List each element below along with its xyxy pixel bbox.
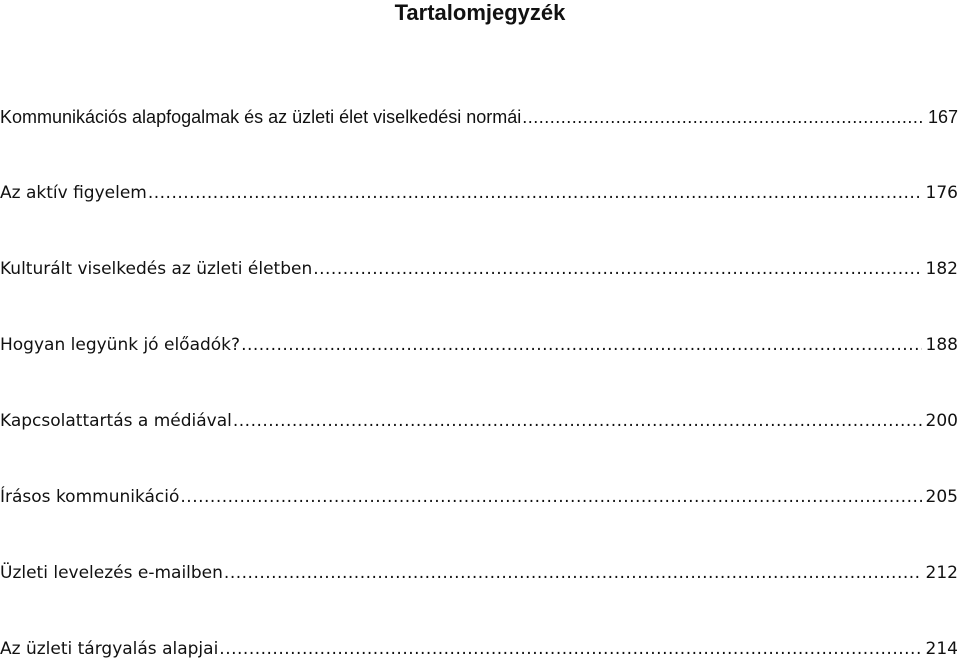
toc-entry-page: 188	[925, 335, 958, 355]
toc-entry[interactable]	[0, 562, 958, 638]
dot-leader	[219, 638, 921, 660]
dot-leader	[233, 410, 922, 432]
toc-entry[interactable]	[0, 334, 958, 410]
toc-entry-label: Hogyan legyünk jó előadók?	[0, 335, 241, 355]
dot-leader	[313, 258, 921, 280]
toc-entry[interactable]	[0, 258, 958, 334]
toc-entry[interactable]	[0, 638, 958, 661]
dot-leader	[522, 106, 924, 128]
toc-entry-label: Kulturált viselkedés az üzleti életben	[0, 259, 313, 279]
dot-leader	[224, 562, 922, 584]
toc-entry-label: Írásos kommunikáció	[0, 487, 180, 507]
toc-entry-label: Kapcsolattartás a médiával	[0, 411, 232, 431]
toc-entry[interactable]	[0, 486, 958, 562]
toc-entry-label: Az aktív figyelem	[0, 183, 147, 203]
table-of-contents	[0, 106, 958, 661]
toc-entry-label: Kommunikációs alapfogalmak és az üzleti élet viselkedési normái	[0, 107, 522, 127]
toc-entry-page: 205	[925, 487, 958, 507]
page-title: Tartalomjegyzék	[394, 0, 566, 25]
toc-entry-page: 214	[925, 639, 958, 659]
toc-entry-page: 167	[927, 107, 958, 127]
dot-leader	[241, 334, 921, 356]
dot-leader	[148, 182, 922, 204]
toc-entry-label: Üzleti levelezés e-mailben	[0, 563, 223, 583]
toc-entry-page: 212	[925, 563, 958, 583]
dot-leader	[180, 486, 921, 508]
toc-entry[interactable]	[0, 410, 958, 486]
toc-entry[interactable]	[0, 182, 958, 258]
toc-entry-label: Az üzleti tárgyalás alapjai	[0, 639, 219, 659]
toc-entry[interactable]	[0, 106, 958, 182]
toc-entry-page: 200	[925, 411, 958, 431]
toc-entry-page: 176	[925, 183, 958, 203]
toc-entry-page: 182	[925, 259, 958, 279]
